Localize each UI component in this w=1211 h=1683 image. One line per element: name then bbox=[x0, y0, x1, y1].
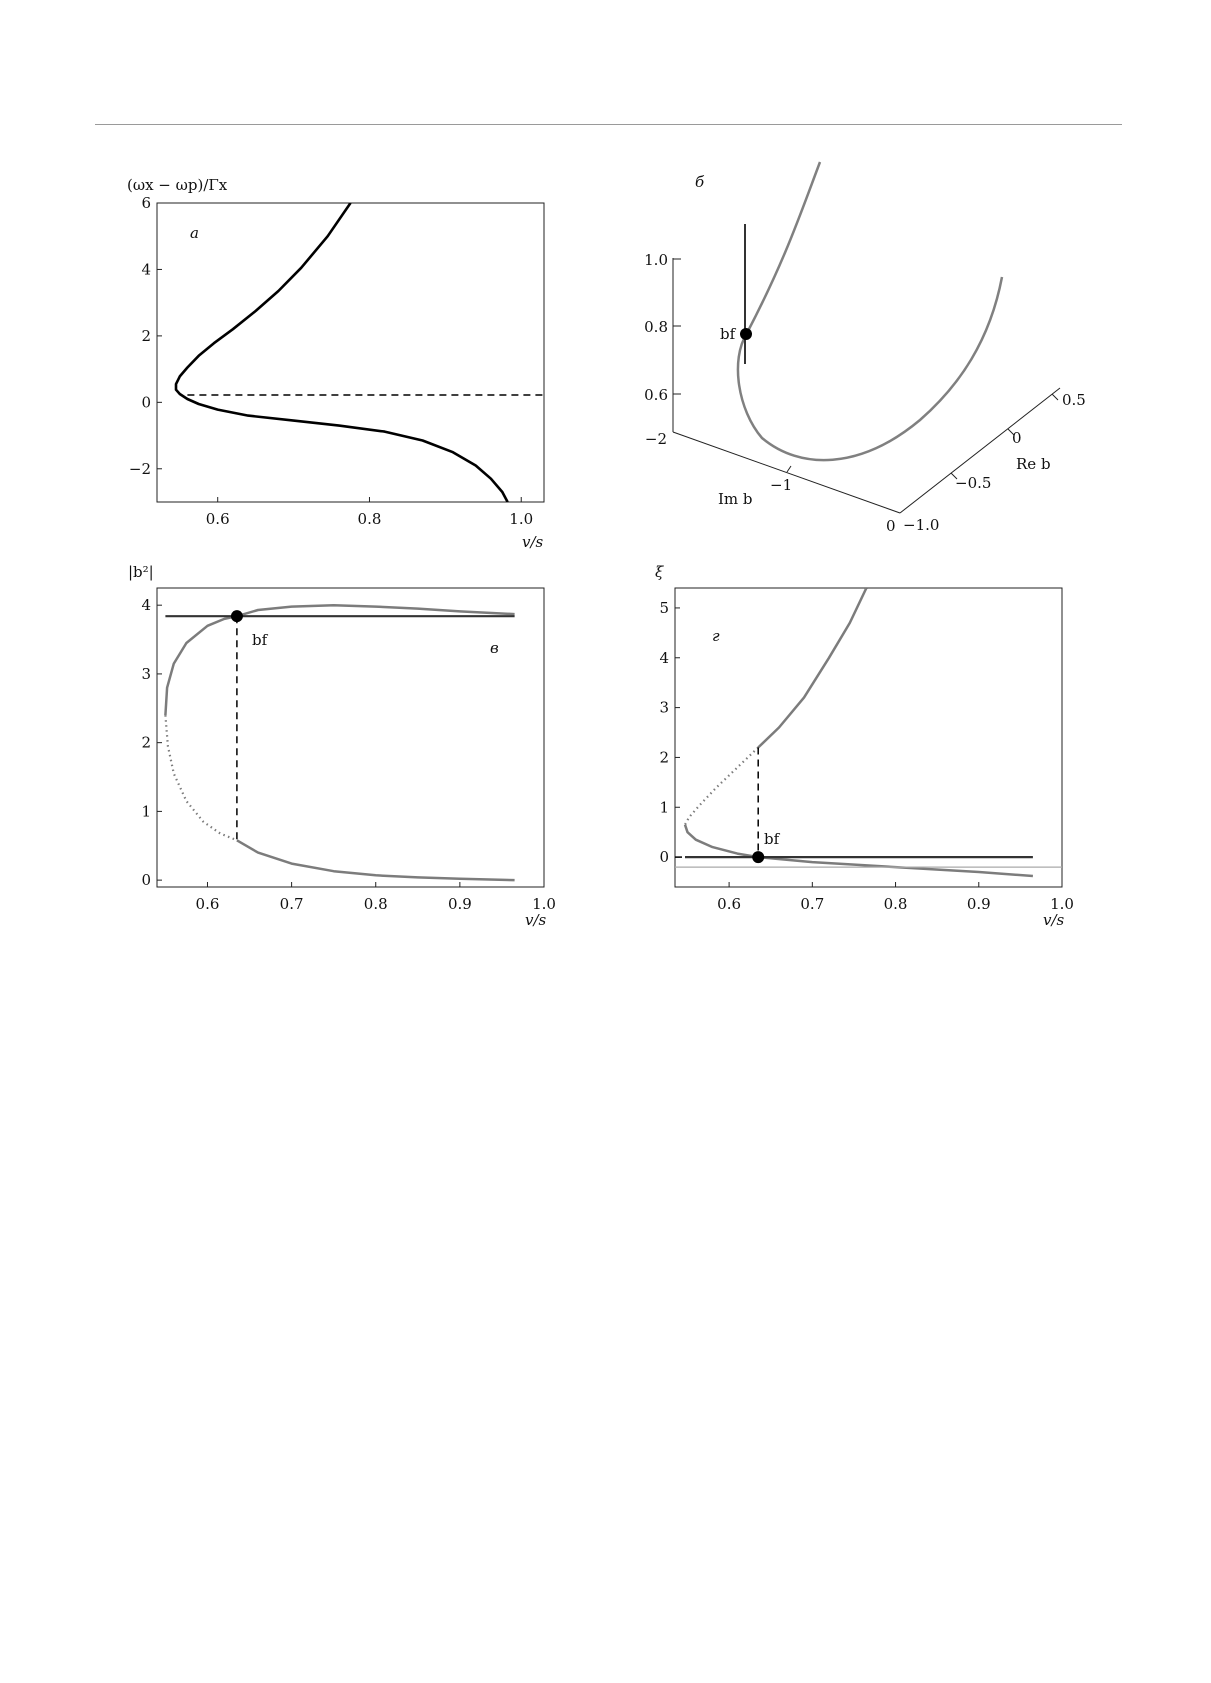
panel-a-xtick-label: 1.0 bbox=[509, 510, 534, 528]
panel-d-xlabel: v/s bbox=[1043, 911, 1065, 929]
panel-d-bf-point bbox=[752, 851, 764, 863]
panel-c-ytick-label: 0 bbox=[141, 871, 151, 890]
panel-b-im-axis bbox=[673, 432, 900, 513]
panel-b-bf-label: bf bbox=[720, 325, 736, 343]
panel-d-series-0 bbox=[758, 588, 866, 748]
panel-a-series-0 bbox=[176, 203, 508, 502]
panel-d-xtick-label: 0.7 bbox=[800, 895, 825, 913]
panel-c-xtick-label: 0.9 bbox=[447, 895, 472, 913]
panel-b-curves bbox=[738, 162, 1002, 460]
panel-a-ytick-label: 0 bbox=[141, 393, 151, 412]
panel-d-ytick-label: 3 bbox=[659, 698, 669, 717]
panel-d-frame bbox=[675, 588, 1062, 887]
panel-d-ytick-label: 2 bbox=[659, 748, 669, 767]
panel-d bbox=[655, 563, 1074, 929]
panel-b-retick-label: −1.0 bbox=[903, 516, 940, 534]
panel-b-ztick-label: 0.6 bbox=[644, 386, 668, 404]
panel-c-xlabel: v/s bbox=[525, 911, 547, 929]
panel-c-series-2 bbox=[237, 840, 515, 880]
panel-b-upper-branch bbox=[747, 162, 820, 333]
panel-c-xtick-label: 1.0 bbox=[532, 895, 556, 913]
panel-c-ytick-label: 1 bbox=[141, 802, 151, 821]
panel-d-xtick-label: 0.8 bbox=[883, 895, 908, 913]
panel-b bbox=[644, 162, 1086, 535]
panel-c-xtick-label: 0.8 bbox=[363, 895, 388, 913]
panel-a-xtick-label: 0.8 bbox=[357, 510, 382, 528]
panel-a-frame bbox=[157, 203, 544, 502]
panel-b-im-label: Im b bbox=[718, 490, 753, 508]
panel-a-ytick-label: −2 bbox=[128, 459, 151, 478]
panel-a-ytick-label: 2 bbox=[141, 326, 151, 345]
panel-b-retick-label: 0.5 bbox=[1062, 391, 1086, 409]
panel-d-xtick-label: 0.9 bbox=[966, 895, 991, 913]
panel-d-bf-label: bf bbox=[764, 830, 780, 848]
panel-b-ztick-label: 0.8 bbox=[644, 318, 668, 336]
panel-b-bf-point bbox=[740, 328, 752, 340]
panel-d-series-1 bbox=[685, 748, 758, 825]
panel-d-ytick-label: 5 bbox=[659, 598, 669, 617]
panel-d-letter: г bbox=[712, 627, 720, 645]
panel-d-ytick-label: 4 bbox=[659, 648, 669, 667]
panel-c-series-1 bbox=[165, 715, 237, 840]
panel-d-series-2 bbox=[685, 825, 1033, 876]
panel-b-retick-label: 0 bbox=[1012, 429, 1022, 447]
panel-a-letter: а bbox=[190, 224, 199, 242]
panel-b-letter: б bbox=[695, 173, 705, 191]
panel-a-ytick-label: 4 bbox=[141, 260, 151, 279]
panel-b-imtick-label: 0 bbox=[886, 517, 896, 535]
panel-c-ylabel: |b²| bbox=[128, 563, 154, 581]
panel-c-series-0 bbox=[165, 605, 514, 715]
panel-c-ytick-label: 3 bbox=[141, 664, 151, 683]
panel-a-xlabel: v/s bbox=[522, 533, 544, 551]
panel-c-ytick-label: 2 bbox=[141, 733, 151, 752]
panel-d-ytick-label: 0 bbox=[659, 848, 669, 867]
panel-a-ylabel: (ωx − ωp)/Γx bbox=[127, 176, 228, 194]
panel-d-ylabel: ξ bbox=[655, 563, 664, 581]
panel-c bbox=[128, 563, 556, 929]
panel-c-bf-label: bf bbox=[252, 631, 268, 649]
panel-a-ytick-label: 6 bbox=[141, 194, 151, 212]
panel-a bbox=[127, 176, 544, 551]
panel-c-ytick-label: 4 bbox=[141, 596, 151, 615]
panel-d-xtick-label: 1.0 bbox=[1050, 895, 1074, 913]
panel-c-xtick-label: 0.7 bbox=[279, 895, 304, 913]
panel-c-xtick-label: 0.6 bbox=[195, 895, 220, 913]
panel-d-ytick-label: 1 bbox=[659, 798, 669, 817]
panel-c-letter: в bbox=[490, 639, 499, 657]
panel-c-frame bbox=[157, 588, 544, 887]
panel-b-imtick-label: −1 bbox=[770, 476, 793, 494]
panel-c-bf-point bbox=[231, 610, 243, 622]
panel-b-re-axis bbox=[900, 388, 1060, 513]
panel-b-imtick bbox=[787, 466, 791, 472]
panel-b-imtick-label: −2 bbox=[644, 430, 667, 448]
panel-b-axes bbox=[673, 258, 1060, 513]
panel-b-re-label: Re b bbox=[1016, 455, 1051, 473]
panel-b-retick bbox=[1052, 394, 1058, 400]
panel-b-ztick-label: 1.0 bbox=[644, 251, 668, 269]
panel-b-lower-branch bbox=[738, 277, 1002, 460]
panel-b-retick-label: −0.5 bbox=[955, 474, 992, 492]
panel-a-xtick-label: 0.6 bbox=[205, 510, 230, 528]
panel-d-xtick-label: 0.6 bbox=[717, 895, 742, 913]
